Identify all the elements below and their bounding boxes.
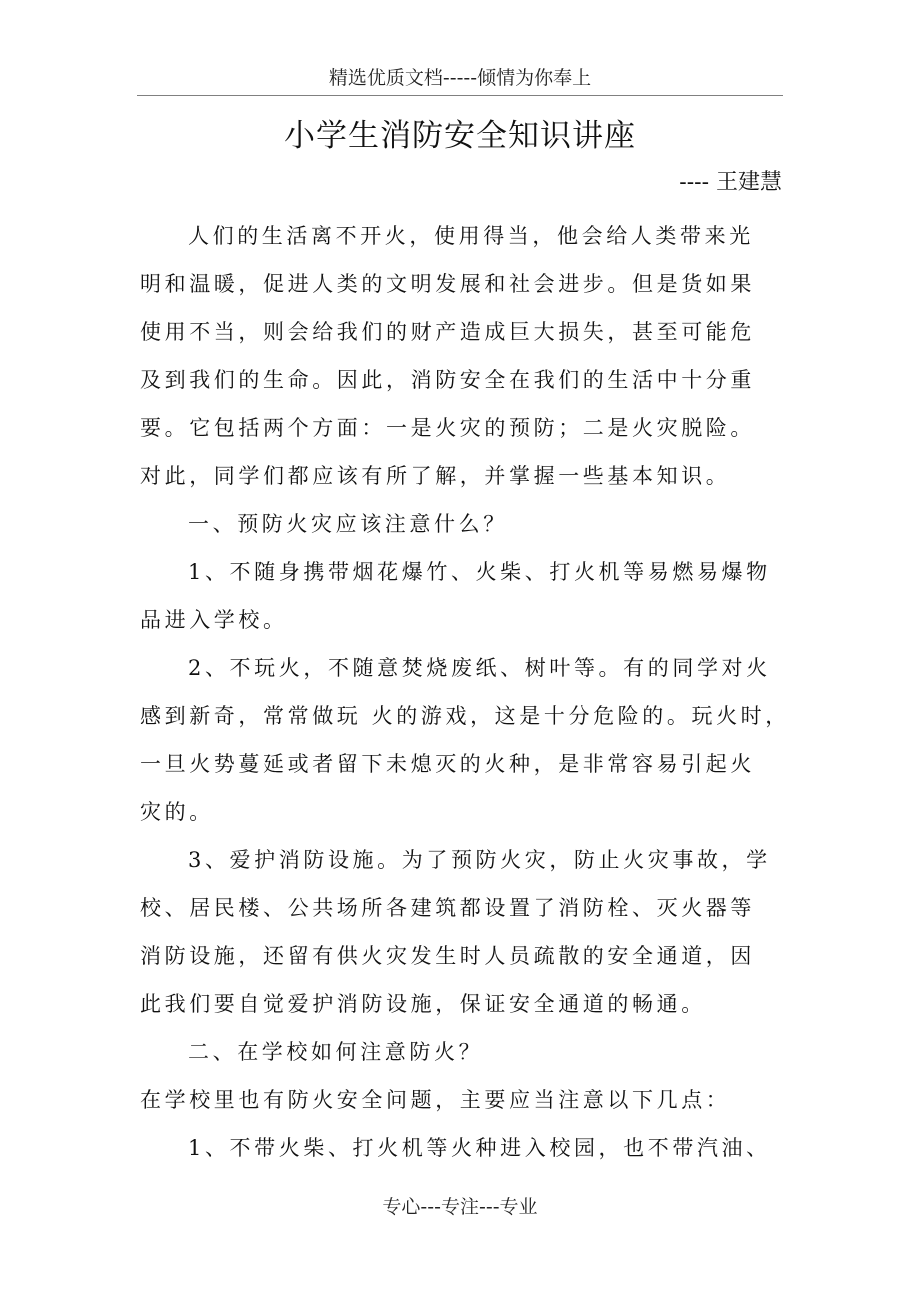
body-line: 校、居民楼、公共场所各建筑都设置了消防栓、灭火器等 [140,896,755,920]
body-line: 消防设施，还留有供火灾发生时人员疏散的安全通道，因 [140,944,755,968]
body-line: 明和温暖，促进人类的文明发展和社会进步。但是货如果 [140,272,755,296]
body-line: 2、不玩火，不随意焚烧废纸、树叶等。有的同学对火 [188,656,771,680]
header-rule [137,95,783,96]
page-header: 精选优质文档-----倾情为你奉上 [328,67,592,89]
body-line: 感到新奇，常常做玩 火的游戏，这是十分危险的。玩火时， [140,704,790,728]
body-line: 1、不随身携带烟花爆竹、火柴、打火机等易燃易爆物 [188,560,771,584]
section-heading: 一、预防火灾应该注意什么？ [188,512,508,536]
document-body [140,212,790,1172]
body-line: 灾的。 [140,800,214,824]
document-author: ---- 王建慧 [679,170,782,195]
page-footer: 专心---专注---专业 [382,1196,538,1218]
body-line: 3、爱护消防设施。为了预防火灾，防止火灾事故，学 [188,848,771,872]
body-line: 要。它包括两个方面：一是火灾的预防；二是火灾脱险。 [140,416,755,440]
section-heading: 二、在学校如何注意防火？ [188,1040,484,1064]
document-title: 小学生消防安全知识讲座 [284,118,636,154]
body-line: 在学校里也有防火安全问题，主要应当注意以下几点： [140,1088,731,1112]
body-line: 此我们要自觉爱护消防设施，保证安全通道的畅通。 [140,992,706,1016]
body-line: 品进入学校。 [140,608,288,632]
body-line: 使用不当，则会给我们的财产造成巨大损失，甚至可能危 [140,320,755,344]
body-line: 1、不带火柴、打火机等火种进入校园，也不带汽油、 [188,1136,771,1160]
body-line: 及到我们的生命。因此，消防安全在我们的生活中十分重 [140,368,755,392]
body-line: 一旦火势蔓延或者留下未熄灭的火种，是非常容易引起火 [140,752,755,776]
body-line: 人们的生活离不开火，使用得当，他会给人类带来光 [188,224,754,248]
body-line: 对此，同学们都应该有所了解，并掌握一些基本知识。 [140,464,731,488]
